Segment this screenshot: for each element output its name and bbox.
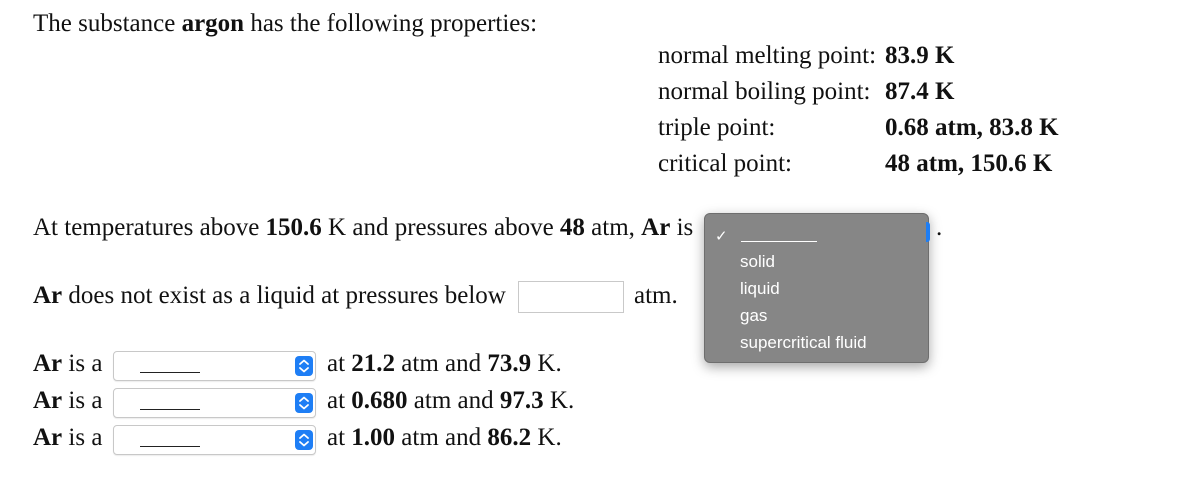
dropdown-option-blank[interactable] (741, 241, 817, 242)
row-label (33, 387, 102, 415)
select-blank-value (140, 372, 200, 373)
row-is-a: is a (62, 350, 103, 377)
q1-text-2: K and pressures above (321, 214, 560, 241)
row-end: K. (531, 424, 562, 451)
question-supercritical (33, 214, 693, 242)
row-label (33, 350, 102, 378)
q2-text: does not exist as a liquid at pressures below (62, 282, 506, 309)
row-temperature: 97.3 (499, 387, 544, 414)
row-mid: atm and (395, 424, 488, 451)
properties-table (658, 42, 1078, 192)
q2-unit: atm. (634, 282, 678, 309)
q1-pressure: 48 (559, 214, 585, 241)
row-temperature: 73.9 (487, 350, 532, 377)
checkmark-icon: ✓ (715, 228, 728, 245)
row-is-a: is a (62, 387, 103, 414)
dropdown-option-solid[interactable]: solid (740, 252, 775, 271)
row-mid: atm and (407, 387, 500, 414)
critical-point-value: 48 atm, 150.6 K (885, 150, 1053, 177)
row-is-a: is a (62, 424, 103, 451)
select-focus-edge (926, 222, 930, 242)
row-label (33, 424, 102, 452)
row-at: at (327, 350, 352, 377)
intro-prefix: The substance (33, 10, 182, 37)
q1-period: . (936, 214, 943, 241)
triple-point-value: 0.68 atm, 83.8 K (885, 114, 1059, 141)
phase-select-2[interactable] (113, 388, 316, 418)
row-condition (327, 387, 574, 415)
triple-point-label: triple point: (658, 114, 776, 141)
dropdown-option-supercritical-fluid[interactable]: supercritical fluid (740, 333, 867, 352)
q2-substance: Ar (33, 282, 63, 309)
select-blank-value (140, 446, 200, 447)
row-condition (327, 424, 562, 452)
phase-select-1[interactable] (113, 351, 316, 381)
row-temperature: 86.2 (487, 424, 532, 451)
select-blank-value (140, 409, 200, 410)
row-at: at (327, 387, 352, 414)
q1-text-1: At temperatures above (33, 214, 266, 241)
q1-temperature: 150.6 (265, 214, 322, 241)
q1-substance: Ar (641, 214, 671, 241)
chevron-up-down-icon[interactable] (295, 356, 313, 376)
chevron-up-down-icon[interactable] (295, 430, 313, 450)
row-end: K. (543, 387, 575, 414)
melting-point-label: normal melting point: (658, 42, 877, 69)
q1-text-4: is (670, 214, 694, 241)
row-substance: Ar (33, 350, 63, 377)
boiling-point-label: normal boiling point: (658, 78, 871, 105)
chevron-up-down-icon[interactable] (295, 393, 313, 413)
dropdown-option-liquid[interactable]: liquid (740, 279, 780, 298)
intro-suffix: has the following properties: (244, 10, 538, 37)
row-at: at (327, 424, 352, 451)
phase-dropdown-menu[interactable] (704, 213, 929, 363)
row-mid: atm and (395, 350, 488, 377)
row-pressure: 1.00 (351, 424, 396, 451)
row-pressure: 0.680 (351, 387, 408, 414)
row-substance: Ar (33, 424, 63, 451)
question-liquid-pressure (33, 282, 506, 310)
row-condition (327, 350, 562, 378)
q1-text-3: atm, (584, 214, 642, 241)
substance-name: argon (181, 10, 245, 37)
pressure-answer-input[interactable] (518, 281, 624, 313)
dropdown-option-gas[interactable]: gas (740, 306, 768, 325)
phase-select-3[interactable] (113, 425, 316, 455)
row-end: K. (531, 350, 562, 377)
boiling-point-value: 87.4 K (885, 78, 955, 105)
melting-point-value: 83.9 K (885, 42, 955, 69)
row-substance: Ar (33, 387, 63, 414)
intro-text (33, 10, 537, 38)
row-pressure: 21.2 (351, 350, 396, 377)
critical-point-label: critical point: (658, 150, 792, 177)
